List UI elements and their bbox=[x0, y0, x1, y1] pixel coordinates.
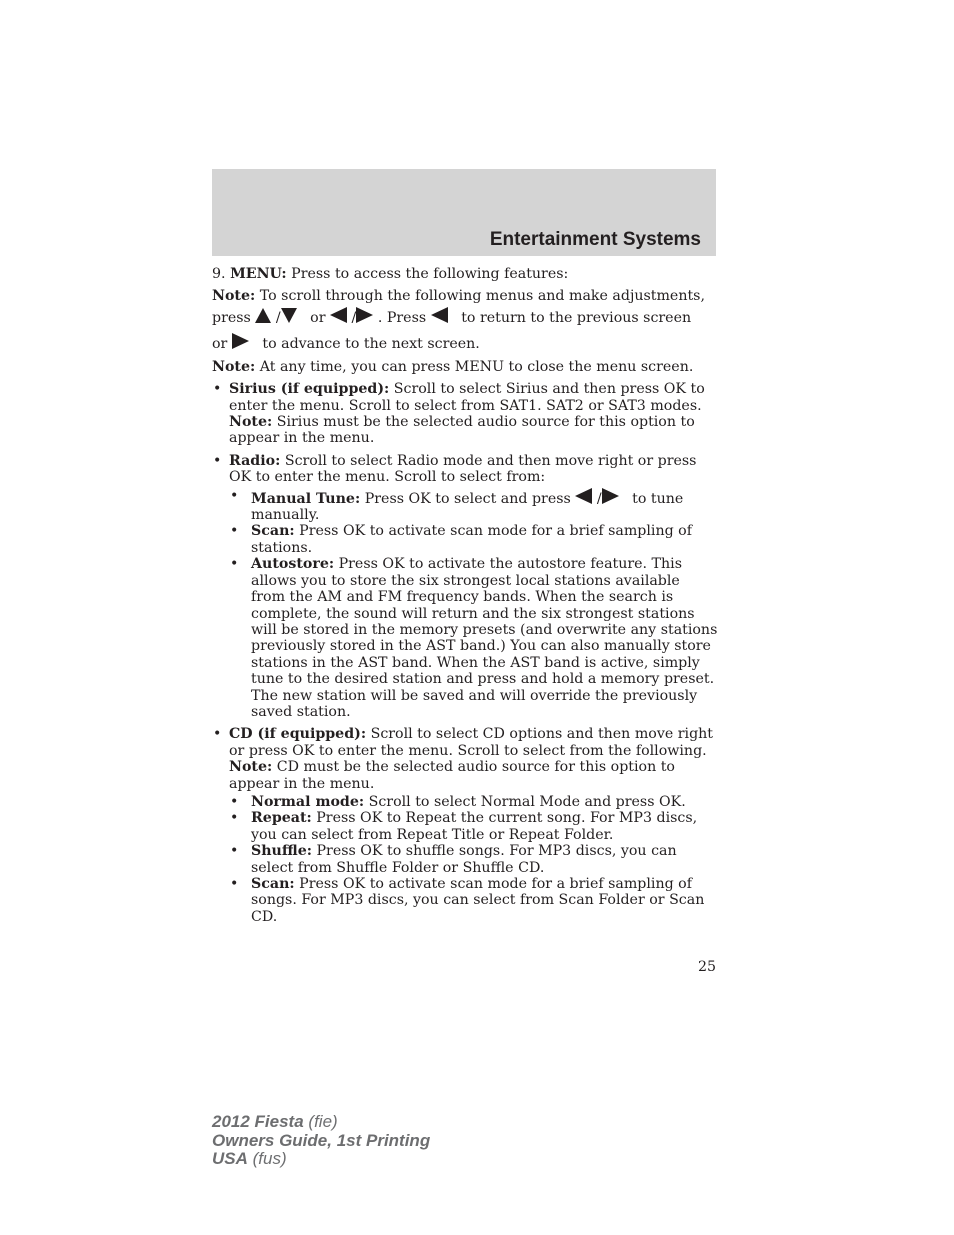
list-item-normal-mode bbox=[229, 794, 718, 810]
cd-options-list bbox=[229, 794, 718, 925]
advance-text: to advance to the next screen. bbox=[262, 335, 480, 352]
section-title: Entertainment Systems bbox=[489, 229, 701, 250]
list-item-manual-tune bbox=[229, 488, 718, 524]
cd-text: Scroll to select CD options and then move right or press OK to enter the menu. Scroll to select from the following. bbox=[229, 726, 713, 759]
list-item-sirius bbox=[212, 381, 718, 447]
note-label: Note: bbox=[212, 288, 256, 305]
footer-model: 2012 Fiesta bbox=[212, 1112, 304, 1131]
page-content bbox=[212, 266, 718, 931]
footer-model-code: (fie) bbox=[308, 1112, 338, 1131]
footer-line-guide bbox=[212, 1132, 430, 1151]
radio-options-list bbox=[229, 488, 718, 721]
or-text: or bbox=[310, 309, 326, 326]
arrow-right-icon bbox=[356, 307, 373, 323]
arrow-right-icon bbox=[232, 333, 249, 349]
scan-text: Press OK to activate scan mode for a brief sampling of songs. For MP3 discs, you can select from Scan Folder or Scan CD. bbox=[251, 876, 705, 925]
shuffle-label: Shuffle: bbox=[251, 843, 312, 860]
return-text: to return to the previous screen bbox=[461, 309, 692, 326]
footer-market-code: (fus) bbox=[252, 1149, 287, 1168]
radio-label: Radio: bbox=[229, 452, 281, 469]
sirius-note-text: Sirius must be the selected audio source for this option to appear in the menu. bbox=[229, 414, 695, 447]
note-close-text: At any time, you can press MENU to close the menu screen. bbox=[259, 358, 694, 375]
repeat-text: Press OK to Repeat the current song. For MP3 discs, you can select from Repeat Title or Repeat Folder. bbox=[251, 810, 698, 843]
press-text: . Press bbox=[377, 309, 427, 326]
autostore-label: Autostore: bbox=[251, 556, 335, 573]
menu-label: MENU: bbox=[230, 266, 287, 282]
arrow-left-icon bbox=[431, 307, 448, 323]
menu-paragraph bbox=[212, 266, 718, 282]
list-item-scan bbox=[229, 523, 718, 556]
footer-publication-info bbox=[212, 1113, 430, 1169]
press-text: press bbox=[212, 309, 251, 326]
note-scroll-line2 bbox=[212, 305, 718, 331]
note-label: Note: bbox=[229, 414, 273, 431]
list-item-repeat bbox=[229, 810, 718, 843]
normal-mode-label: Normal mode: bbox=[251, 793, 365, 810]
arrow-up-icon bbox=[255, 308, 271, 323]
manual-tune-text: to tune bbox=[632, 490, 684, 507]
arrow-down-icon bbox=[281, 308, 297, 323]
radio-text: Scroll to select Radio mode and then move right or press OK to enter the menu. Scroll to select from: bbox=[229, 452, 697, 486]
note-close-menu bbox=[212, 359, 718, 375]
footer-line-market bbox=[212, 1150, 430, 1169]
slash-text: / bbox=[596, 490, 602, 507]
footer-market: USA bbox=[212, 1149, 248, 1168]
list-item-autostore bbox=[229, 556, 718, 720]
note-scroll-line3 bbox=[212, 331, 718, 357]
normal-mode-text: Scroll to select Normal Mode and press OK. bbox=[368, 793, 686, 810]
footer-guide: Owners Guide, 1st Printing bbox=[212, 1130, 431, 1150]
list-item-radio bbox=[212, 453, 718, 721]
menu-feature-list bbox=[212, 381, 718, 925]
or-text: or bbox=[212, 335, 228, 352]
note-label: Note: bbox=[229, 759, 273, 776]
repeat-label: Repeat: bbox=[251, 810, 312, 827]
arrow-left-icon bbox=[330, 307, 347, 323]
note-scroll-line1 bbox=[212, 288, 718, 304]
manual-tune-text: manually. bbox=[251, 507, 320, 524]
sirius-label: Sirius (if equipped): bbox=[229, 381, 390, 398]
scan-label: Scan: bbox=[251, 876, 295, 892]
section-header-bar bbox=[212, 169, 716, 256]
note-label: Note: bbox=[212, 358, 256, 375]
list-item-cd bbox=[212, 726, 718, 925]
slash-text: / bbox=[275, 309, 281, 326]
manual-tune-label: Manual Tune: bbox=[251, 490, 361, 507]
shuffle-text: Press OK to shuffle songs. For MP3 discs, you can select from Shuffle Folder or Shuffle CD. bbox=[251, 843, 677, 876]
menu-text: Press to access the following features: bbox=[291, 266, 569, 282]
scan-text: Press OK to activate scan mode for a brief sampling of stations. bbox=[251, 523, 692, 556]
footer-line-model bbox=[212, 1113, 430, 1132]
cd-note-text: CD must be the selected audio source for this option to appear in the menu. bbox=[229, 759, 675, 792]
page-number: 25 bbox=[697, 959, 716, 975]
slash-text: / bbox=[351, 309, 357, 326]
menu-number: 9. bbox=[212, 266, 226, 282]
cd-label: CD (if equipped): bbox=[229, 726, 367, 743]
arrow-right-icon bbox=[602, 488, 619, 504]
note-scroll-text: To scroll through the following menus and make adjustments, bbox=[259, 288, 705, 305]
autostore-text: Press OK to activate the autostore feature. This allows you to store the six strongest local stations available from the AM and FM frequency bands. When the search is complete, the sound will return and the six strongest stations will be stored in the memory presets (and overwrite any stations previously stored in the AST band.) You can also manually store stations in the AST band. When the AST band is active, simply tune to the desired station and press and hold a memory preset. The new station will be saved and will override the previously saved station. bbox=[251, 556, 718, 720]
manual-tune-text: Press OK to select and press bbox=[364, 490, 571, 507]
arrow-left-icon bbox=[575, 488, 592, 504]
list-item-cd-scan bbox=[229, 876, 718, 925]
scan-label: Scan: bbox=[251, 523, 295, 540]
list-item-shuffle bbox=[229, 843, 718, 876]
sirius-text: Scroll to select Sirius and then press OK to enter the menu. Scroll to select from SAT1. SAT2 or SAT3 modes. bbox=[229, 381, 705, 414]
